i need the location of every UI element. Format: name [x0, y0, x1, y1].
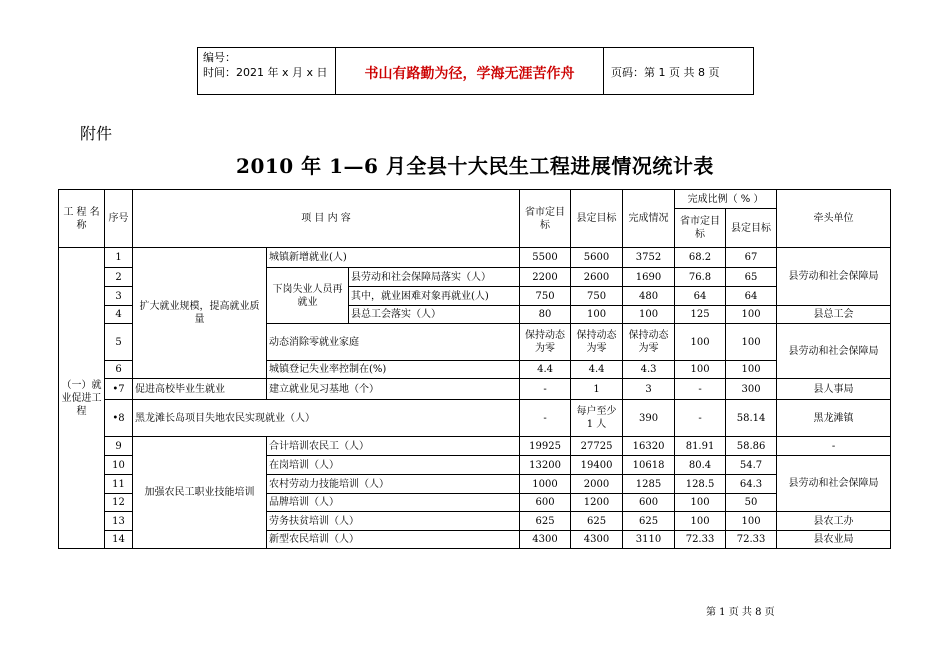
cell-ratio-province: 64: [675, 287, 726, 306]
col-project-name: 工 程 名 称: [59, 190, 105, 248]
cell-ratio-county: 100: [726, 306, 777, 324]
cell-lead-unit: 县总工会: [777, 306, 891, 324]
cell-ratio-province: 128.5: [675, 475, 726, 494]
cell-county-target: 保持动态为零: [571, 324, 623, 361]
cell-county-target: 2600: [571, 268, 623, 287]
cell-item: 农村劳动力技能培训（人）: [267, 475, 520, 494]
cell-ratio-province: 80.4: [675, 456, 726, 475]
cell-ratio-province: 125: [675, 306, 726, 324]
cell-item: 劳务扶贫培训（人）: [267, 512, 520, 531]
cell-ratio-county: 64: [726, 287, 777, 306]
col-completion: 完成情况: [623, 190, 675, 248]
cell-item: 合计培训农民工（人）: [267, 437, 520, 456]
cell-province-target: -: [520, 400, 571, 437]
statistics-table: [58, 189, 891, 549]
cell-ratio-province: 68.2: [675, 248, 726, 268]
col-lead-unit: 牵头单位: [777, 190, 891, 248]
cell-lead-unit: 黑龙滩镇: [777, 400, 891, 437]
cell-completion: 100: [623, 306, 675, 324]
cell-seq: 3: [105, 287, 133, 306]
cell-completion: 10618: [623, 456, 675, 475]
cell-ratio-province: 76.8: [675, 268, 726, 287]
header-meta: [203, 50, 328, 80]
cell-ratio-province: -: [675, 379, 726, 400]
cell-seq: 11: [105, 475, 133, 494]
sub-category: 促进高校毕业生就业: [133, 379, 267, 400]
cell-county-target: 5600: [571, 248, 623, 268]
cell-completion: 1690: [623, 268, 675, 287]
col-province-target: 省市定目标: [520, 190, 571, 248]
cell-completion: 625: [623, 512, 675, 531]
cell-completion: 3: [623, 379, 675, 400]
cell-province-target: 5500: [520, 248, 571, 268]
cell-lead-unit: 县人事局: [777, 379, 891, 400]
cell-province-target: 1000: [520, 475, 571, 494]
cell-county-target: 750: [571, 287, 623, 306]
page-footer: 第 1 页 共 8 页: [706, 607, 775, 618]
table-header-row: [59, 190, 891, 209]
cell-item: 城镇新增就业(人): [267, 248, 520, 268]
cell-completion: 600: [623, 494, 675, 512]
cell-item: 新型农民培训（人）: [267, 531, 520, 549]
cell-item: 在岗培训（人）: [267, 456, 520, 475]
cell-seq: •7: [105, 379, 133, 400]
cell-county-target: 4300: [571, 531, 623, 549]
cell-county-target: 4.4: [571, 361, 623, 379]
header-page-info: 页码：第 1 页 共 8 页: [611, 66, 720, 79]
cell-ratio-county: 300: [726, 379, 777, 400]
col-ratio-county: 县定目标: [726, 209, 777, 248]
cell-item: 品牌培训（人）: [267, 494, 520, 512]
cell-ratio-county: 64.3: [726, 475, 777, 494]
cell-completion: 4.3: [623, 361, 675, 379]
attachment-label: 附件: [80, 124, 113, 143]
table-row: [59, 437, 891, 456]
cell-seq: 9: [105, 437, 133, 456]
sub-category: 扩大就业规模，提高就业质量: [133, 248, 267, 379]
cell-seq: 2: [105, 268, 133, 287]
cell-ratio-county: 65: [726, 268, 777, 287]
cell-ratio-province: 100: [675, 512, 726, 531]
cell-completion: 保持动态为零: [623, 324, 675, 361]
cell-lead-unit: 县劳动和社会保障局: [777, 456, 891, 512]
cell-province-target: 2200: [520, 268, 571, 287]
cell-ratio-county: 67: [726, 248, 777, 268]
cell-ratio-county: 72.33: [726, 531, 777, 549]
table-row: [59, 400, 891, 437]
cell-seq: 10: [105, 456, 133, 475]
col-ratio: 完成比例（ % ）: [675, 190, 777, 209]
cell-seq: 4: [105, 306, 133, 324]
cell-county-target: 19400: [571, 456, 623, 475]
cell-seq: 5: [105, 324, 133, 361]
cell-ratio-county: 50: [726, 494, 777, 512]
cell-ratio-province: 100: [675, 361, 726, 379]
cell-county-target: 27725: [571, 437, 623, 456]
sub-category: 加强农民工职业技能培训: [133, 437, 267, 549]
cell-province-target: -: [520, 379, 571, 400]
cell-seq: 1: [105, 248, 133, 268]
cell-province-target: 保持动态为零: [520, 324, 571, 361]
cell-ratio-province: 100: [675, 324, 726, 361]
page-title: 2010 年 1—6 月全县十大民生工程进展情况统计表: [236, 154, 714, 178]
table-row: [59, 248, 891, 268]
cell-item: 其中，就业困难对象再就业(人): [349, 287, 520, 306]
cell-completion: 1285: [623, 475, 675, 494]
cell-county-target: 100: [571, 306, 623, 324]
cell-ratio-province: -: [675, 400, 726, 437]
time-label: 时间：2021 年 x 月 x 日: [203, 66, 328, 79]
cell-province-target: 80: [520, 306, 571, 324]
cell-ratio-province: 72.33: [675, 531, 726, 549]
cell-ratio-county: 58.86: [726, 437, 777, 456]
col-ratio-province: 省市定目标: [675, 209, 726, 248]
cell-seq: 12: [105, 494, 133, 512]
cell-lead-unit: 县劳动和社会保障局: [777, 324, 891, 379]
cell-seq: •8: [105, 400, 133, 437]
group-name: （一）就业促进工程: [59, 248, 105, 549]
cell-seq: 6: [105, 361, 133, 379]
col-content: 项 目 内 容: [133, 190, 520, 248]
cell-item: 建立就业见习基地（个）: [267, 379, 520, 400]
cell-lead-unit: 县农工办: [777, 512, 891, 531]
cell-lead-unit: 县劳动和社会保障局: [777, 248, 891, 306]
cell-county-target: 625: [571, 512, 623, 531]
table-row: [59, 379, 891, 400]
cell-county-target: 1200: [571, 494, 623, 512]
cell-completion: 390: [623, 400, 675, 437]
cell-province-target: 625: [520, 512, 571, 531]
cell-ratio-county: 100: [726, 361, 777, 379]
cell-province-target: 13200: [520, 456, 571, 475]
cell-completion: 3752: [623, 248, 675, 268]
col-seq: 序号: [105, 190, 133, 248]
cell-completion: 16320: [623, 437, 675, 456]
cell-seq: 13: [105, 512, 133, 531]
cell-ratio-province: 100: [675, 494, 726, 512]
cell-ratio-county: 100: [726, 512, 777, 531]
header-divider: [603, 48, 604, 94]
cell-item: 黑龙滩长岛项目失地农民实现就业（人）: [133, 400, 520, 437]
cell-lead-unit: 县农业局: [777, 531, 891, 549]
cell-province-target: 4300: [520, 531, 571, 549]
cell-completion: 480: [623, 287, 675, 306]
cell-county-target: 2000: [571, 475, 623, 494]
cell-ratio-county: 58.14: [726, 400, 777, 437]
cell-province-target: 600: [520, 494, 571, 512]
cell-province-target: 19925: [520, 437, 571, 456]
cell-item: 城镇登记失业率控制在(%): [267, 361, 520, 379]
cell-completion: 3110: [623, 531, 675, 549]
cell-lead-unit: -: [777, 437, 891, 456]
header-motto: 书山有路勤为径，学海无涯苦作舟: [364, 66, 575, 82]
cell-ratio-county: 100: [726, 324, 777, 361]
cell-ratio-county: 54.7: [726, 456, 777, 475]
sub-category-laid-off: 下岗失业人员再就业: [267, 268, 349, 324]
cell-county-target: 每户至少 1 人: [571, 400, 623, 437]
cell-province-target: 4.4: [520, 361, 571, 379]
cell-item: 县劳动和社会保障局落实（人）: [349, 268, 520, 287]
cell-province-target: 750: [520, 287, 571, 306]
cell-item: 县总工会落实（人）: [349, 306, 520, 324]
number-label: 编号：: [203, 51, 236, 64]
cell-ratio-province: 81.91: [675, 437, 726, 456]
cell-county-target: 1: [571, 379, 623, 400]
col-county-target: 县定目标: [571, 190, 623, 248]
document-header: [197, 47, 754, 95]
cell-item: 动态消除零就业家庭: [267, 324, 520, 361]
cell-seq: 14: [105, 531, 133, 549]
